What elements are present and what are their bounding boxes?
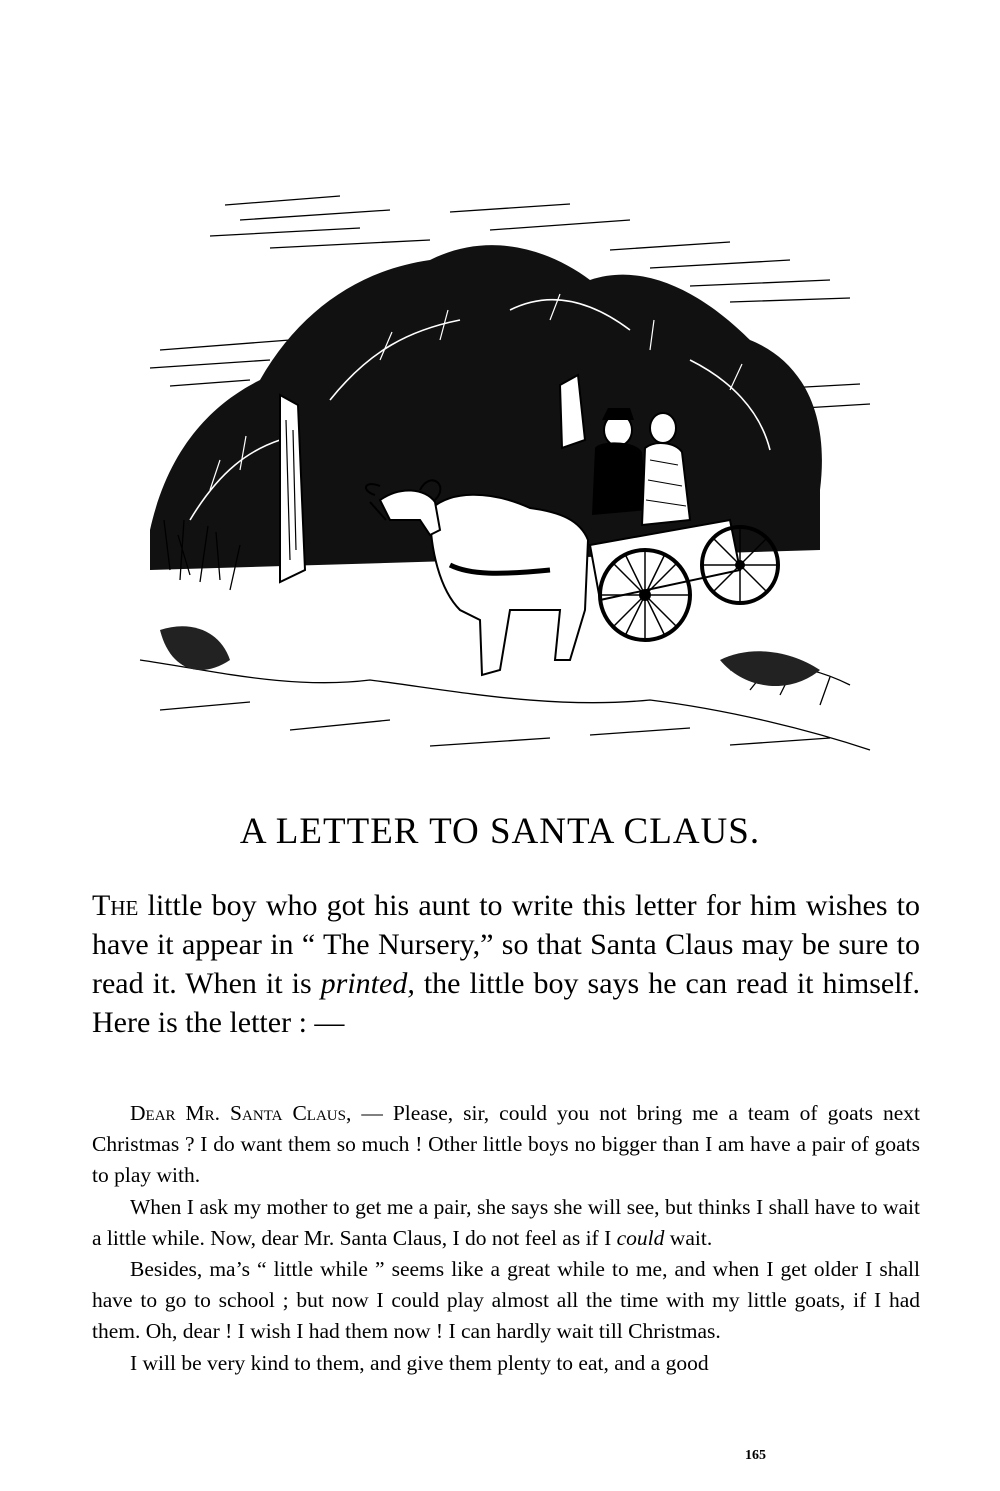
page-number: 165: [745, 1448, 766, 1463]
letter-paragraph-1: [92, 1098, 920, 1192]
intro-lead: The: [92, 889, 139, 922]
letter-body: [92, 1098, 920, 1379]
letter-paragraph-3: Besides, ma’s “ little while ” seems like a great while to me, and when I get older I shall have to go to school ; but now I could play almost all the time with my little goats, if I had them. Oh, dear ! I wish I had them now ! I can hardly wait till Christmas.: [92, 1257, 920, 1344]
letter-paragraph-2: [92, 1192, 920, 1254]
illustration-goat-cart: [130, 190, 875, 765]
page-title: A LETTER TO SANTA CLAUS.: [239, 811, 761, 852]
intro-text-2: the little boy says he can read it himself. Here is the letter : —: [92, 967, 921, 1039]
letter-paragraph-4: I will be very kind to them, and give them plenty to eat, and a good: [130, 1350, 709, 1375]
letter-p2-after: wait.: [664, 1225, 713, 1250]
letter-p2-before: When I ask my mother to get me a pair, she says she will see, but thinks I shall have to wait a little while. Now, dear Mr. Santa Claus, I do not feel as if I: [92, 1194, 920, 1250]
intro-text-1: little boy who got his aunt to write this letter for him wishes to have it appear in “ The Nursery,” so that Santa Claus may be sure to read it. When it is: [92, 889, 920, 1000]
letter-p2-emphasis: could: [616, 1225, 665, 1250]
intro-paragraph: [92, 886, 920, 1042]
letter-salutation: Dear Mr. Santa Claus,: [130, 1101, 352, 1125]
illustration-rocks-right: [720, 651, 820, 686]
letter-p1-text: — Please, sir, could you not bring me a team of goats next Christmas ? I do want them so much ! Other little boys no bigger than I am have a pair of goats to play with.: [92, 1101, 920, 1188]
intro-emphasis: printed,: [320, 967, 415, 1000]
illustration-rocks: [160, 626, 230, 670]
